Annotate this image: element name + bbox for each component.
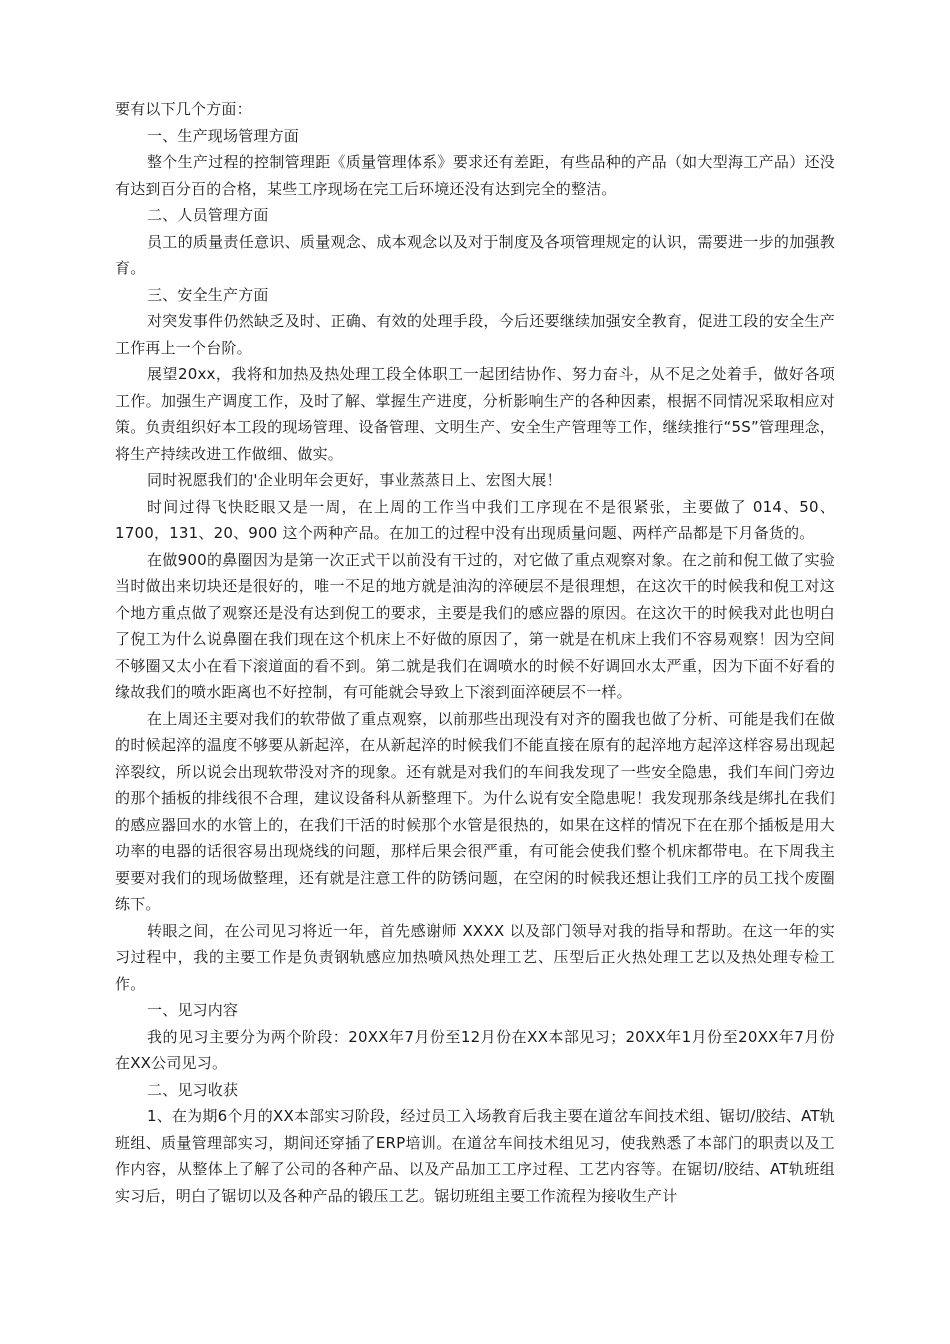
document-page <box>115 96 835 1209</box>
body-paragraph: 转眼之间，在公司见习将近一年，首先感谢师 XXXX 以及部门领导对我的指导和帮助。在这一年的实习过程中，我的主要工作是负责钢轨感应加热喷风热处理工艺、压型后正火热处理工艺以及热处理专检工作。 <box>115 921 835 993</box>
body-paragraph: 整个生产过程的控制管理距《质量管理体系》要求还有差距，有些品种的产品（如大型海工产品）还没有达到百分百的合格，某些工序现场在完工后环境还没有达到完全的整洁。 <box>115 153 835 198</box>
body-paragraph: 在做900的鼻圈因为是第一次正式干以前没有干过的，对它做了重点观察对象。在之前和倪工做了实验当时做出来切块还是很好的，唯一不足的地方就是油沟的淬硬层不是很理想，在这次干的时候我和倪工对这个地方重点做了观察还是没有达到倪工的要求，主要是我们的感应器的原因。在这次干的时候我对此也明白了倪工为什么说鼻圈在我们现在这个机床上不好做的原因了，第一就是在机床上我们不容易观察！因为空间不够圈又太小在看下滚道面的看不到。第二就是我们在调喷水的时候不好调回水太严重，因为下面不好看的缘故我们的喷水距离也不好控制，有可能就会导致上下滚到面淬硬层不一样。 <box>115 550 835 701</box>
body-paragraph: 员工的质量责任意识、质量观念、成本观念以及对于制度及各项管理规定的认识，需要进一步的加强教育。 <box>115 232 835 277</box>
body-paragraph: 我的见习主要分为两个阶段：20XX年7月份至12月份在XX本部见习；20XX年1月份至20XX年7月份在XX公司见习。 <box>115 1027 835 1072</box>
section-heading-production-site: 一、生产现场管理方面 <box>147 126 300 145</box>
body-paragraph: 对突发事件仍然缺乏及时、正确、有效的处理手段，今后还要继续加强安全教育，促进工段的安全生产工作再上一个台阶。 <box>115 312 835 357</box>
section-heading-personnel: 二、人员管理方面 <box>147 206 269 224</box>
body-paragraph: 同时祝愿我们的'企业明年会更好，事业蒸蒸日上、宏图大展！ <box>147 471 562 489</box>
body-paragraph: 在上周还主要对我们的软带做了重点观察，以前那些出现没有对齐的圈我也做了分析、可能是我们在做的时候起淬的温度不够要从新起淬，在从新起淬的时候我们不能直接在原有的起淬地方起淬这样容易出现起淬裂纹，所以说会出现软带没对齐的现象。还有就是对我们的车间我发现了一些安全隐患，我们车间门旁边的那个插板的排线很不合理，建议设备科从新整理下。为什么说有安全隐患呢！我发现那条线是绑扎在我们的感应器回水的水管上的，在我们干活的时候那个水管是很热的，如果在这样的情况下在在那个插板是用大功率的电器的话很容易出现烧线的问题，那样后果会很严重，有可能会使我们整个机床都带电。在下周我主要要对我们的现场做整理，还有就是注意工件的防锈问题，在空闲的时候我还想让我们工序的员工找个废圈练下。 <box>115 709 835 913</box>
section-heading-internship-gains: 二、见习收获 <box>147 1080 239 1099</box>
body-paragraph: 1、在为期6个月的XX本部实习阶段，经过员工入场教育后我主要在道岔车间技术组、锯切/胶结、AT轨班组、质量管理部实习，期间还穿插了ERP培训。在道岔车间技术组见习，使我熟悉了本部门的职责以及工作内容，从整体上了解了公司的各种产品、以及产品加工工序过程、工艺内容等。在锯切/胶结、AT轨班组实习后，明白了锯切以及各种产品的锻压工艺。锯切班组主要工作流程为接收生产计 <box>115 1107 835 1205</box>
section-heading-safety: 三、安全生产方面 <box>147 285 269 304</box>
body-paragraph: 展望20xx，我将和加热及热处理工段全体职工一起团结协作、努力奋斗，从不足之处着手，做好各项工作。加强生产调度工作，及时了解、掌握生产进度，分析影响生产的各种因素，根据不同情况采取相应对策。负责组织好本工段的现场管理、设备管理、文明生产、安全生产管理等工作，继续推行“5S”管理理念，将生产持续改进工作做细、做实。 <box>115 365 835 463</box>
section-heading-internship-content: 一、见习内容 <box>147 1001 239 1019</box>
intro-line: 要有以下几个方面： <box>115 100 252 118</box>
body-paragraph: 时间过得飞快眨眼又是一周，在上周的工作当中我们工序现在不是很紧张，主要做了 014、50、1700，131、20、900 这个两种产品。在加工的过程中没有出现质量问题、两样产品都是下月备货的。 <box>115 497 835 542</box>
